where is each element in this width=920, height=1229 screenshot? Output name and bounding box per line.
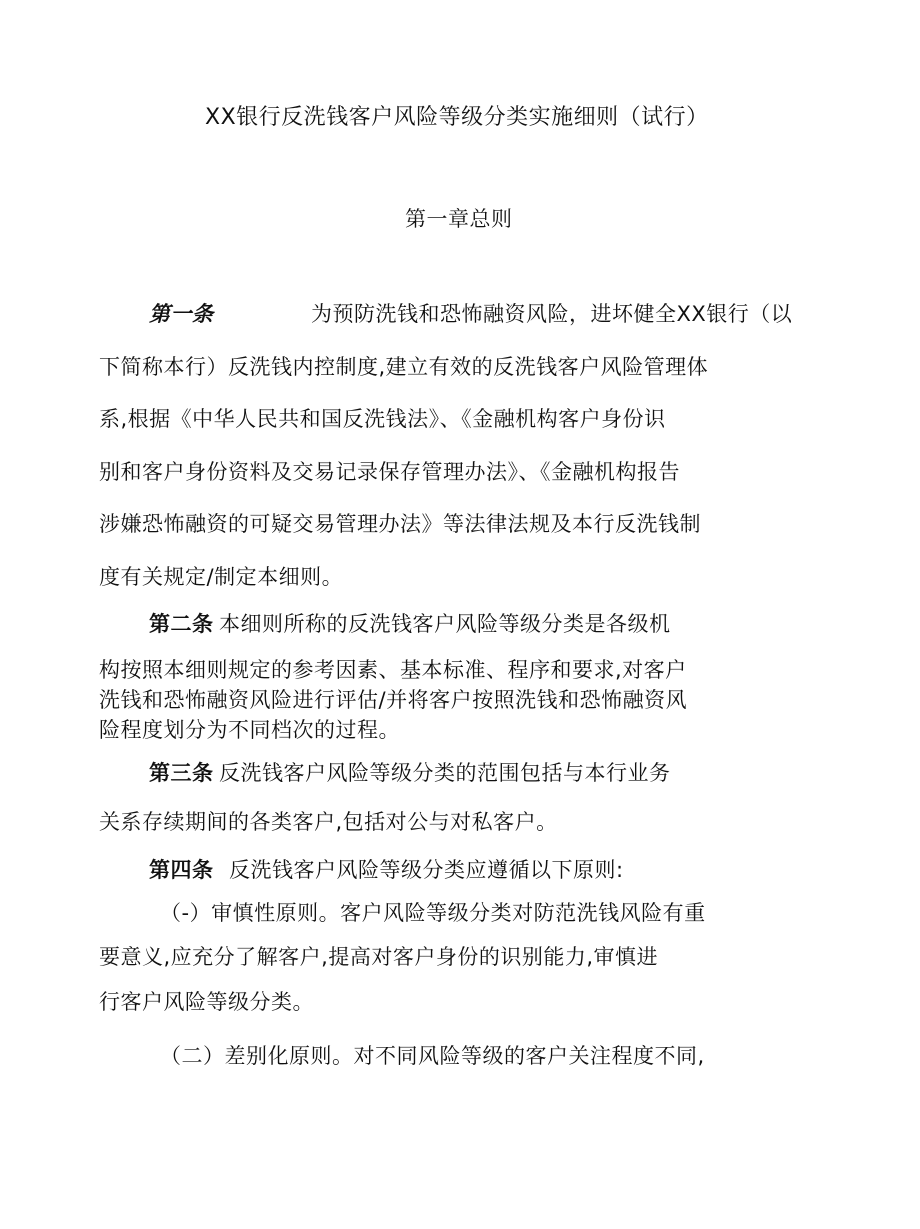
article-2-line: 本细则所称的反洗钱客户风险等级分类是各级机 bbox=[219, 612, 671, 636]
article-2-line: 构按照本细则规定的参考因素、基本标准、程序和要求,对客户 bbox=[99, 658, 687, 682]
article-3-line: 反洗钱客户风险等级分类的范围包括与本行业务 bbox=[219, 761, 671, 785]
article-1-line: 下简称本行）反洗钱内控制度,建立有效的反洗钱客户风险管理体 bbox=[99, 355, 709, 379]
document-title: XX银行反洗钱客户风险等级分类实施细则（试行） bbox=[205, 105, 709, 130]
article-4-label: 第四条 bbox=[149, 858, 214, 882]
principle-1-line: 要意义,应充分了解客户,提高对客户身份的识别能力,审慎进 bbox=[99, 945, 659, 969]
principle-1-line: （-）审慎性原则。客户风险等级分类对防范洗钱风险有重 bbox=[160, 901, 706, 925]
article-4-line: 反洗钱客户风险等级分类应遵循以下原则: bbox=[229, 858, 624, 882]
principle-1-line: 行客户风险等级分类。 bbox=[99, 990, 314, 1014]
article-1-line: 度有关规定/制定本细则。 bbox=[99, 565, 344, 589]
article-3-label: 第三条 bbox=[149, 761, 214, 785]
article-2-label: 第二条 bbox=[149, 612, 214, 636]
article-3-line: 关系存续期间的各类客户,包括对公与对私客户。 bbox=[99, 810, 558, 834]
article-2-line: 洗钱和恐怖融资风险进行评估/并将客户按照洗钱和恐怖融资风 bbox=[99, 688, 688, 712]
article-1-line: 为预防洗钱和恐怖融资风险，进坏健全XX银行（以 bbox=[311, 302, 793, 326]
article-1-line: 涉嫌恐怖融资的可疑交易管理办法》等法律法规及本行反洗钱制 bbox=[99, 512, 701, 536]
principle-2-line: （二）差别化原则。对不同风险等级的客户关注程度不同, bbox=[160, 1044, 705, 1068]
article-1-label: 第一条 bbox=[149, 302, 214, 326]
article-2-line: 险程度划分为不同档次的过程。 bbox=[99, 718, 400, 742]
chapter-heading: 第一章总则 bbox=[405, 207, 513, 231]
article-1-line: 系,根据《中华人民共和国反洗钱法》、《金融机构客户身份识 bbox=[99, 407, 666, 431]
article-1-line: 别和客户身份资料及交易记录保存管理办法》、《金融机构报告 bbox=[99, 460, 680, 484]
